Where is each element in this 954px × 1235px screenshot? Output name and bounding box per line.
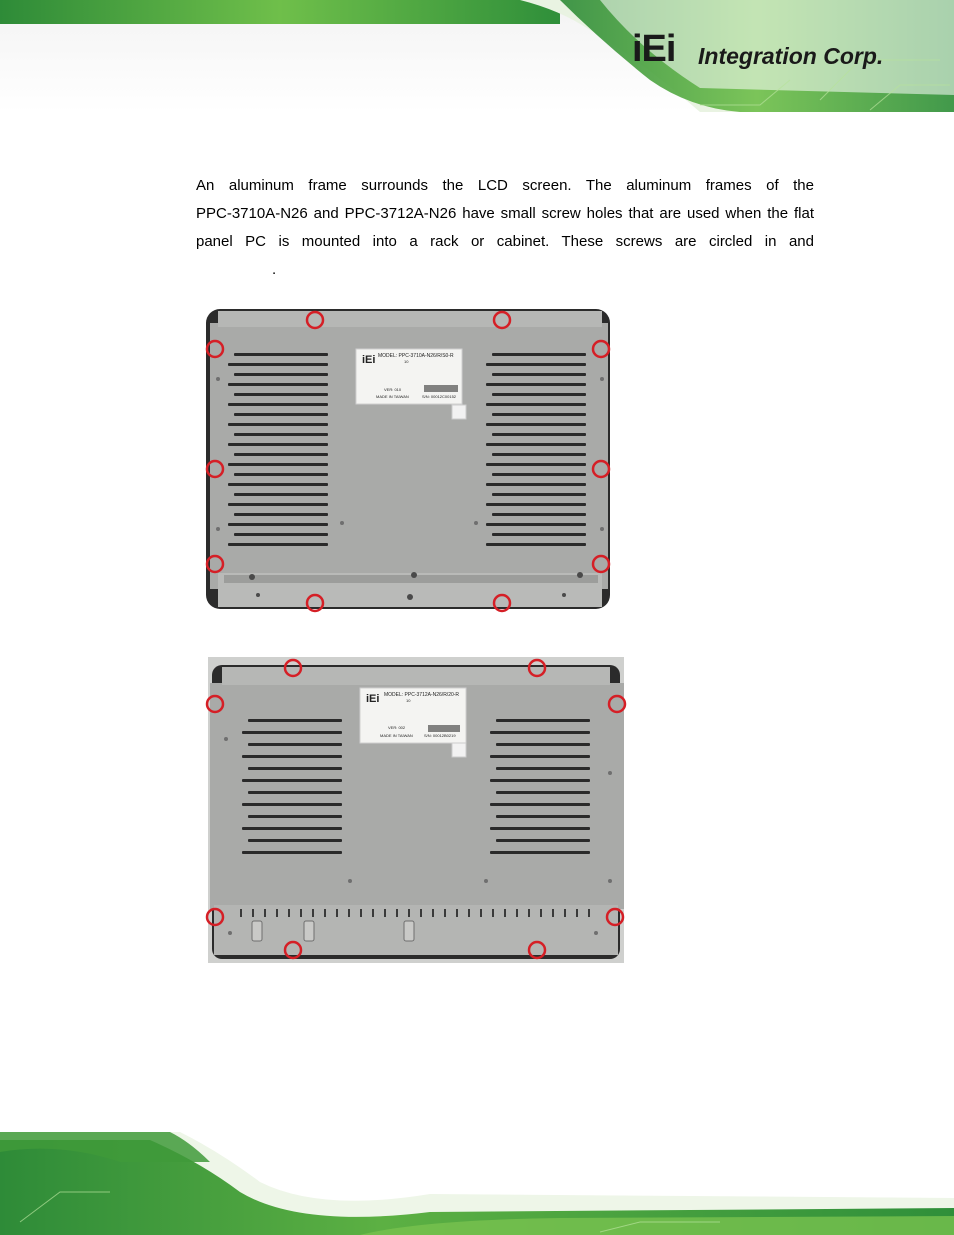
barcode [424, 385, 458, 392]
figure-ppc-3712a-rear [200, 655, 630, 967]
logo-text: Integration Corp. [698, 43, 884, 69]
label-rev: 10 [406, 698, 411, 703]
paragraph-line: panel PC is mounted into a rack or cabinet. These screws are circled in and [196, 233, 814, 250]
logo-mark: iEi [632, 28, 676, 70]
body-paragraph [196, 172, 814, 284]
panel-rear-image [200, 655, 630, 967]
figure-ppc-3710a-rear [200, 305, 620, 615]
label-model: MODEL: PPC-3712A-N26/R/20-R [384, 692, 460, 698]
barcode [428, 725, 460, 732]
footer-banner [0, 1132, 954, 1235]
panel-rear-image [200, 305, 620, 615]
paragraph-line: An aluminum frame surrounds the LCD screen. The aluminum frames of the [196, 177, 814, 194]
label-made: MADE IN TAIWAN [380, 733, 413, 738]
label-ver: VER: 010 [384, 387, 402, 392]
label-made: MADE IN TAIWAN [376, 394, 409, 399]
company-logo [632, 28, 932, 74]
paragraph-fragment: . [272, 261, 277, 278]
label-sn: S/N: 00012B0219 [424, 733, 456, 738]
label-sn: S/N: 00012C00152 [422, 394, 457, 399]
paragraph-line [196, 256, 814, 284]
label-model: MODEL: PPC-3710A-N26/R/S0-R [378, 353, 454, 359]
paragraph-line: PPC-3710A-N26 and PPC-3712A-N26 have small screw holes that are used when the flat [196, 205, 814, 222]
svg-text:iEi: iEi [362, 354, 376, 366]
page-header [0, 0, 954, 112]
page-footer [0, 1132, 954, 1235]
label-ver: VER: 002 [388, 725, 406, 730]
label-rev: 10 [404, 359, 409, 364]
svg-text:iEi: iEi [366, 693, 380, 705]
